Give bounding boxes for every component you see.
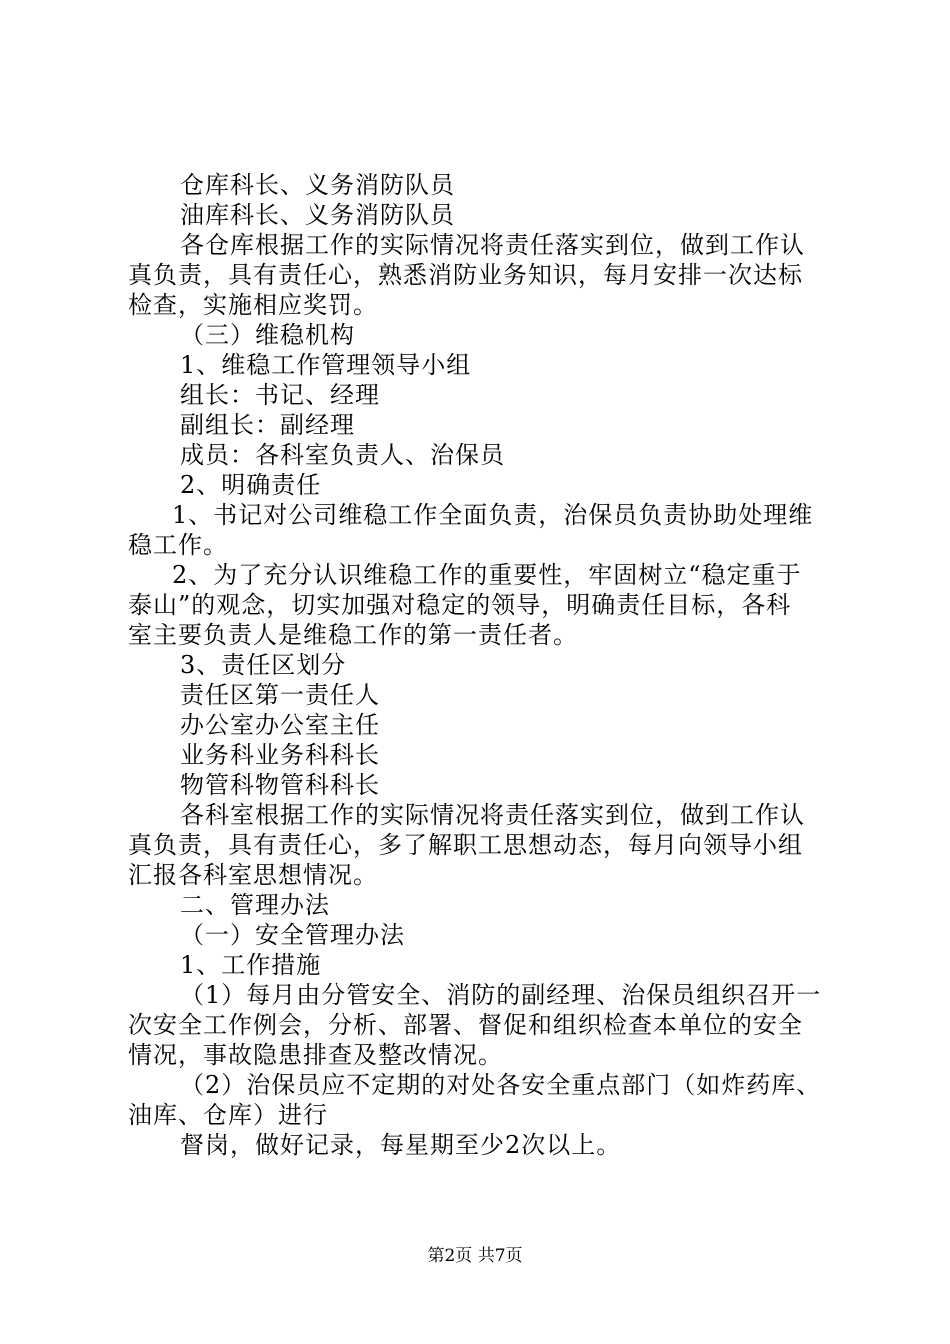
text-line: 督岗，做好记录，每星期至少2次以上。 — [180, 1131, 622, 1159]
text-line: 副组长：副经理 — [180, 411, 355, 439]
text-line: 1、书记对公司维稳工作全面负责，治保员负责协助处理维 — [172, 501, 814, 529]
text-line: 各仓库根据工作的实际情况将责任落实到位，做到工作认 — [180, 231, 805, 259]
text-line: 成员：各科室负责人、治保员 — [180, 441, 505, 469]
text-line: 室主要负责人是维稳工作的第一责任者。 — [128, 621, 578, 649]
text-line: 汇报各科室思想情况。 — [128, 861, 378, 889]
text-line: 油库科长、义务消防队员 — [180, 201, 455, 229]
section-heading: 二、管理办法 — [180, 891, 330, 919]
text-line: 组长：书记、经理 — [180, 381, 380, 409]
text-line: 各科室根据工作的实际情况将责任落实到位，做到工作认 — [180, 801, 805, 829]
document-body — [128, 170, 828, 1160]
text-line: 3、责任区划分 — [180, 651, 347, 679]
text-line: 情况，事故隐患排查及整改情况。 — [128, 1041, 503, 1069]
text-line: 检查，实施相应奖罚。 — [128, 291, 378, 319]
page-footer — [0, 1245, 950, 1267]
text-line: 次安全工作例会，分析、部署、督促和组织检查本单位的安全 — [128, 1011, 803, 1039]
section-heading: （一）安全管理办法 — [180, 921, 405, 949]
page-number: 第2页 共7页 — [427, 1246, 523, 1266]
text-line: 2、为了充分认识维稳工作的重要性，牢固树立“稳定重于 — [172, 561, 802, 589]
section-heading: （三）维稳机构 — [180, 321, 355, 349]
text-line: 仓库科长、义务消防队员 — [180, 171, 455, 199]
text-line: 业务科业务科科长 — [180, 741, 380, 769]
text-line: 1、工作措施 — [180, 951, 322, 979]
text-line: 真负责，具有责任心，多了解职工思想动态，每月向领导小组 — [128, 831, 803, 859]
text-line: （1）每月由分管安全、消防的副经理、治保员组织召开一 — [180, 981, 822, 1009]
text-line: 2、明确责任 — [180, 471, 322, 499]
text-line: 办公室办公室主任 — [180, 711, 380, 739]
text-line: 稳工作。 — [128, 531, 228, 559]
text-line: 物管科物管科科长 — [180, 771, 380, 799]
text-line: 泰山”的观念，切实加强对稳定的领导，明确责任目标，各科 — [128, 591, 792, 619]
text-line: （2）治保员应不定期的对处各安全重点部门（如炸药库、 — [180, 1071, 822, 1099]
text-line: 油库、仓库）进行 — [128, 1101, 328, 1129]
text-line: 真负责，具有责任心，熟悉消防业务知识，每月安排一次达标 — [128, 261, 803, 289]
text-line: 1、维稳工作管理领导小组 — [180, 351, 472, 379]
text-line: 责任区第一责任人 — [180, 681, 380, 709]
